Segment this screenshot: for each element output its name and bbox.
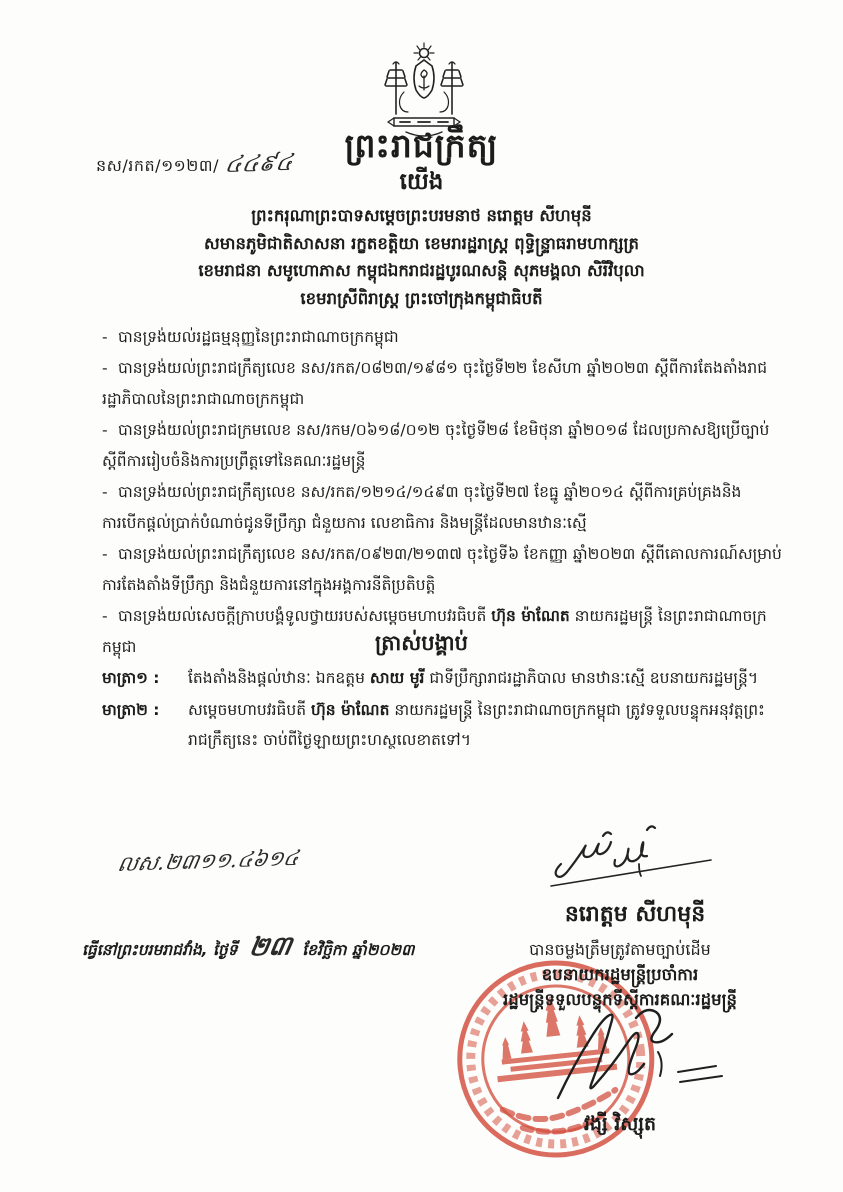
article-1-text: ជាទីប្រឹក្សារាជរដ្ឋាភិបាល មានឋានៈស្មើ ឧបនាយករដ្ឋមន្ត្រី។: [424, 669, 759, 687]
article-2-text: នាយករដ្ឋមន្ត្រី នៃព្រះរាជាណាចក្រកម្ពុជា ត្រូវទទួលបន្ទុកអនុវត្តព្រះរាជក្រឹត្យនេះ ចាប់ពីថ្ងៃឡាយព្រះហស្ថលេខាតទៅ។: [188, 701, 765, 749]
preamble-clause-2: [102, 353, 783, 415]
place-date-prefix: ធ្វើនៅព្រះបរមរាជវាំង, ថ្ងៃទី: [82, 941, 238, 959]
minister-signature: [540, 988, 730, 1113]
article-2-label: មាត្រា២ :: [102, 701, 160, 719]
article-2-body: [188, 695, 783, 755]
king-name: នរោត្តម សីហមុនី: [564, 902, 706, 927]
royal-arms-graphic: [376, 40, 472, 144]
certify-line-2: ឧបនាយករដ្ឋមន្ត្រីប្រចាំការ: [541, 965, 699, 984]
preamble-block: [102, 322, 783, 663]
pm-name: ហ៊ុន ម៉ាណែត: [311, 701, 390, 719]
order-heading: ត្រាស់បង្គាប់: [375, 631, 468, 655]
place-date-line: [82, 930, 452, 968]
royal-style-line-1: ព្រះករុណាព្រះបាទសម្តេចព្រះបរមនាថ នរោត្តម សីហមុនី: [251, 206, 592, 225]
handwritten-note-text: លស.២៣១១.៤៦១៤: [115, 845, 301, 877]
handwritten-day: ២៣: [246, 931, 295, 963]
article-1: [102, 663, 783, 693]
clause-text: បានទ្រង់យល់សេចក្តីក្រាបបង្គំទូលថ្វាយរបស់សម្តេចមហាបវរធិបតី: [118, 607, 492, 625]
certify-line-1: បានចម្លងត្រឹមត្រូវតាមច្បាប់ដើម: [529, 940, 711, 959]
preamble-clause-4: [102, 477, 783, 539]
article-1-body: [188, 663, 783, 693]
royal-style-line-2: សមានភូមិជាតិសាសនា រក្ខតខត្តិយា ខេមរារដ្ឋរាស្ត្រ ពុទ្ធិន្ទ្រាធរាមហាក្សត្រ: [204, 233, 639, 253]
clause-dash: -: [102, 545, 108, 563]
royal-style-line-3: ខេមរាជនា សមូហោភាស កម្ពុជឯករាជរដ្ឋបូរណសន្តិ សុភមង្គលា សិរីវិបុលា: [198, 261, 645, 280]
clause-dash: -: [102, 421, 108, 439]
clause-dash: -: [102, 359, 108, 377]
royal-coat-of-arms-icon: [376, 40, 472, 144]
document-number-printed: នស/រកត/១១២៣/: [96, 156, 219, 175]
royal-we: យើង: [399, 169, 444, 195]
clause-text: បានទ្រង់យល់ព្រះរាជក្រឹត្យលេខ នស/រកត/១២១៤/១៤៩៣ ចុះថ្ងៃទី២៧ ខែធ្នូ ឆ្នាំ២០១៤ ស្តីពីការគ្រប់គ្រងនិងការបើកផ្តល់ប្រាក់បំណាច់ជូនទីប្រឹក្សា ជំនួយការ លេខាធិការ និងមន្ត្រីដែលមានឋានៈស្មើ: [102, 483, 742, 532]
royal-style-line-4: ខេមរាស្រីពិរាស្ត្រ ព្រះចៅក្រុងកម្ពុជាធិបតី: [300, 288, 543, 308]
pm-name: ហ៊ុន ម៉ាណែត: [491, 607, 570, 625]
preamble-clause-1: [102, 322, 783, 353]
appointee-name: សាយ មូរី: [369, 669, 425, 687]
articles-block: [102, 663, 783, 757]
handwritten-registry-note: [115, 845, 301, 879]
clause-text: បានទ្រង់យល់ព្រះរាជក្រមលេខ នស/រកម/០៦១៨/០១២ ចុះថ្ងៃទី២៨ ខែមិថុនា ឆ្នាំ២០១៨ ដែលប្រកាសឱ្យប្រើច្បាប់ស្តីពីការរៀបចំនិងការប្រព្រឹត្តទៅនៃគណៈរដ្ឋមន្ត្រី: [102, 421, 770, 470]
minister-signature-graphic: [540, 988, 730, 1113]
article-1-text: តែងតាំងនិងផ្តល់ឋានៈ ឯកឧត្តម: [188, 669, 370, 687]
preamble-clause-5: [102, 539, 783, 601]
clause-text: នាយករដ្ឋមន្ត្រី នៃព្រះរាជាណាចក្រកម្ពុជា: [102, 607, 767, 656]
place-date-suffix: ខែវិច្ឆិកា ឆ្នាំ២០២៣: [302, 941, 415, 959]
clause-dash: -: [102, 607, 108, 625]
royal-style-block: [42, 202, 801, 312]
document-number-handwritten: ៤៤៩៤: [222, 149, 295, 179]
minister-name: វង្សី វិស្សុត: [583, 1113, 657, 1135]
king-signature: [543, 812, 723, 898]
clause-text: បានទ្រង់យល់ព្រះរាជក្រឹត្យលេខ នស/រកត/០៩២៣/២១៣៧ ចុះថ្ងៃទី៦ ខែកញ្ញា ឆ្នាំ២០២៣ ស្តីពីគោលការណ៍សម្រាប់ការតែងតាំងទីប្រឹក្សា និងជំនួយការនៅក្នុងអង្គការនីតិប្រតិបត្តិ: [102, 545, 782, 594]
decree-title: ព្រះរាជក្រឹត្យ: [344, 126, 499, 165]
preamble-clause-3: [102, 415, 783, 477]
clause-text: បានទ្រង់យល់រដ្ឋធម្មនុញ្ញនៃព្រះរាជាណាចក្រកម្ពុជា: [118, 328, 399, 346]
article-2-text: សម្តេចមហាបវរធិបតី: [188, 701, 311, 719]
article-1-label: មាត្រា១ :: [102, 669, 160, 687]
clause-dash: -: [102, 483, 108, 501]
certify-line-3: រដ្ឋមន្ត្រីទទួលបន្ទុកទីស្តីការគណៈរដ្ឋមន្ត្រី: [502, 990, 737, 1009]
article-2: [102, 695, 783, 755]
king-signature-graphic: [543, 812, 723, 898]
clause-text: បានទ្រង់យល់ព្រះរាជក្រឹត្យលេខ នស/រកត/០៨២៣/១៩៨១ ចុះថ្ងៃទី២២ ខែសីហា ឆ្នាំ២០២៣ ស្តីពីការតែងតាំងរាជរដ្ឋាភិបាលនៃព្រះរាជាណាចក្រកម្ពុជា: [102, 359, 768, 408]
clause-dash: -: [102, 328, 108, 346]
